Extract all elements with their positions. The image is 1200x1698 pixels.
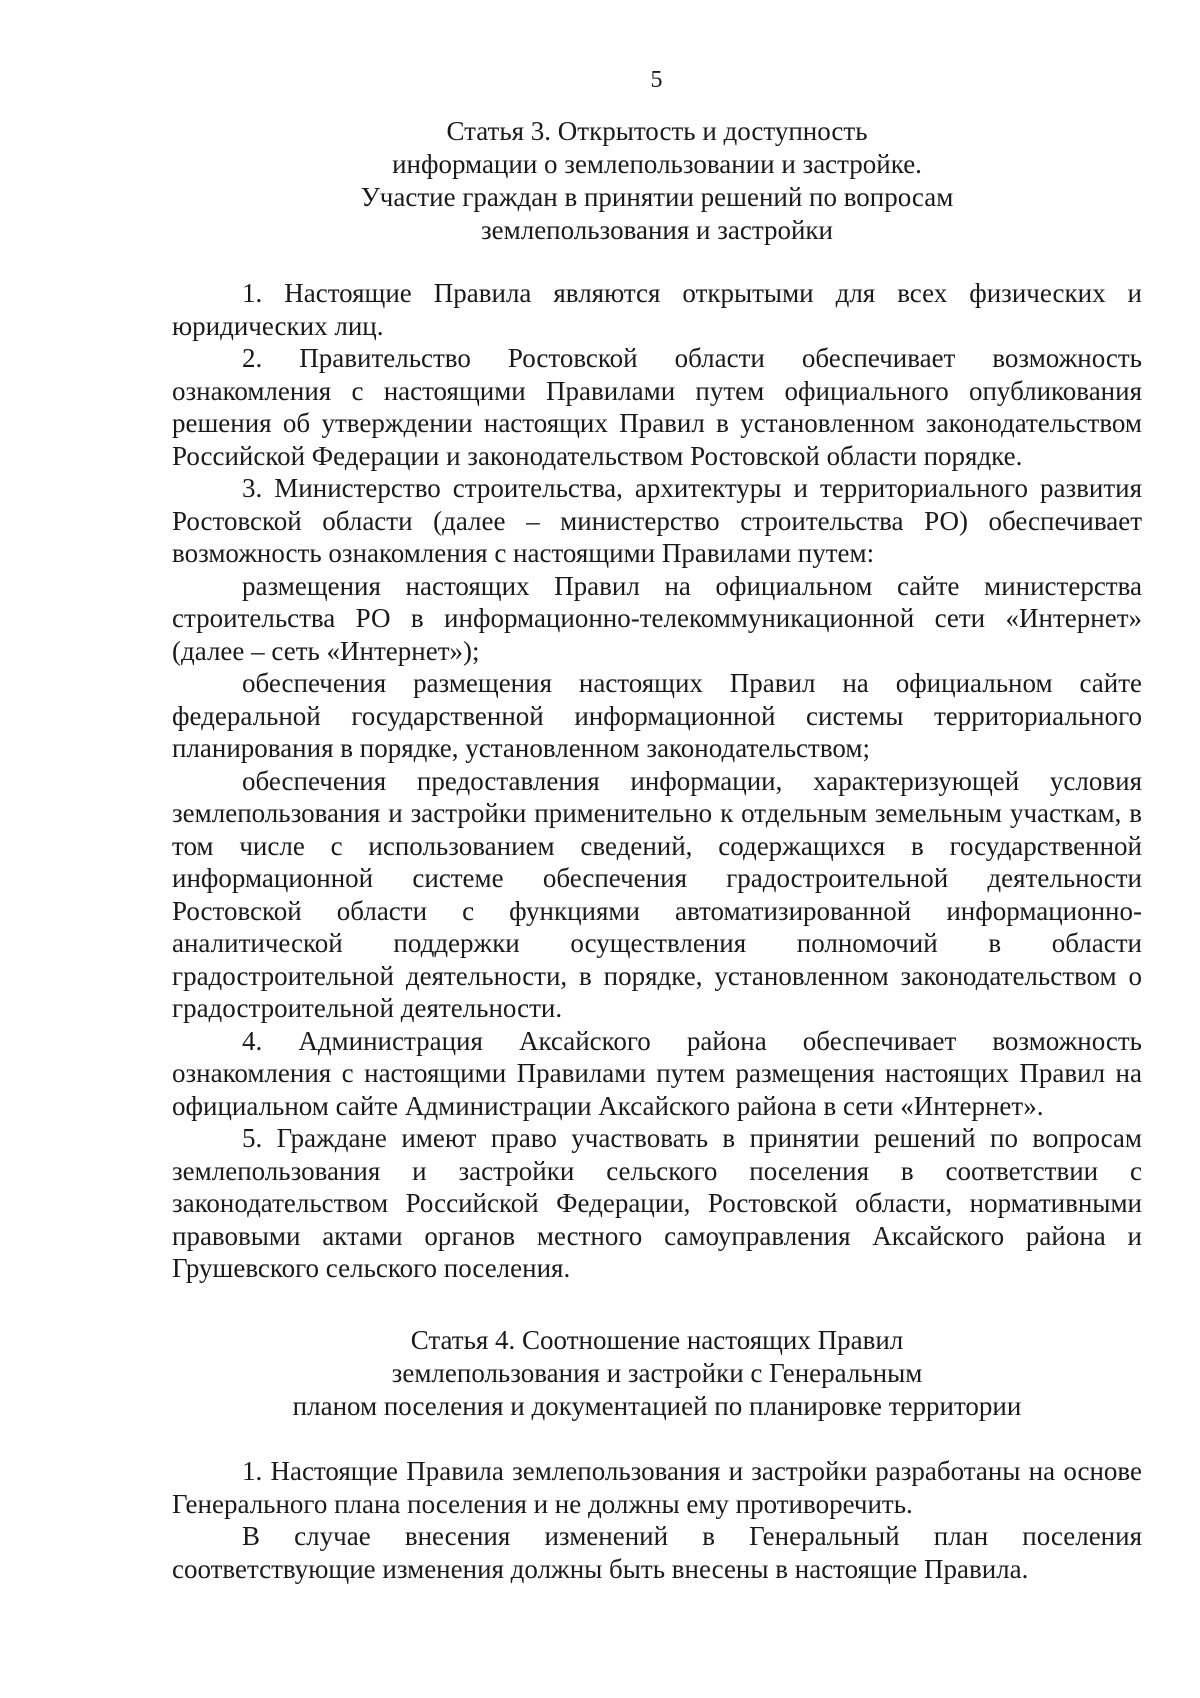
article-3-paragraph: 4. Администрация Аксайского района обеспечивает возможность ознакомления с настоящими Правилами путем размещения настоящих Правил на официальном сайте Администрации Аксайского района в сети «Интернет». (172, 1025, 1142, 1121)
article-3-heading-line: Участие граждан в принятии решений по вопросам (360, 182, 954, 212)
article-3-paragraph: 3. Министерство строительства, архитектуры и территориального развития Ростовской области (далее – министерство строительства РО) обеспечивает возможность ознакомления с настоящими Правилами путем: (172, 473, 1142, 568)
article-4-heading-line: землепользования и застройки с Генеральным (391, 1358, 923, 1388)
article-3-paragraph: 1. Настоящие Правила являются открытыми для всех физических и юридических лиц. (172, 278, 1142, 341)
article-4-paragraph: 1. Настоящие Правила землепользования и застройки разработаны на основе Генерального плана поселения и не должны ему противоречить. (172, 1456, 1142, 1519)
article-3-paragraph: 5. Граждане имеют право участвовать в принятии решений по вопросам землепользования и застройки сельского поселения в соответствии с законодательством Российской Федерации, Ростовской области, нормативными правовыми актами органов местного самоуправления Аксайского района и Грушевского сельского поселения. (172, 1123, 1142, 1283)
article-4-heading-line: Статья 4. Соотношение настоящих Правил (410, 1325, 904, 1355)
article-3-paragraph: размещения настоящих Правил на официальном сайте министерства строительства РО в информационно-телекоммуникационной сети «Интернет» (далее – сеть «Интернет»); (172, 570, 1142, 666)
page-number: 5 (650, 67, 663, 93)
article-3-paragraph: 2. Правительство Ростовской области обеспечивает возможность ознакомления с настоящими Правилами путем официального опубликования решения об утверждении настоящих Правил в установленном законодательством Российской Федерации и законодательством Ростовской области порядке. (172, 343, 1142, 471)
article-4-heading-line: планом поселения и документацией по планировке территории (292, 1391, 1022, 1421)
article-3-paragraph: обеспечения предоставления информации, характеризующей условия землепользования и застройки применительно к отдельным земельным участкам, в том числе с использованием сведений, содержащихся в государственной информационной системе обеспечения градостроительной деятельности Ростовской области с функциями автоматизированной информационно-аналитической поддержки осуществления полномочий в области градостроительной деятельности, в порядке, установленном законодательством о градостроительной деятельности. (172, 765, 1142, 1023)
article-4-body (172, 1455, 1142, 1585)
article-4-paragraph: В случае внесения изменений в Генеральный план поселения соответствующие изменения должны быть внесены в настоящие Правила. (172, 1521, 1142, 1584)
article-4-heading (172, 1324, 1142, 1423)
article-3-heading-line: Статья 3. Открытость и доступность (446, 116, 868, 146)
article-3-heading (172, 115, 1142, 247)
article-3-heading-line: землепользования и застройки (480, 215, 833, 245)
article-3-heading-line: информации о землепользовании и застройке. (392, 149, 922, 179)
article-3-paragraph: обеспечения размещения настоящих Правил на официальном сайте федеральной государственной информационной системы территориального планирования в порядке, установленном законодательством; (172, 668, 1142, 763)
article-3-body (172, 277, 1142, 1285)
